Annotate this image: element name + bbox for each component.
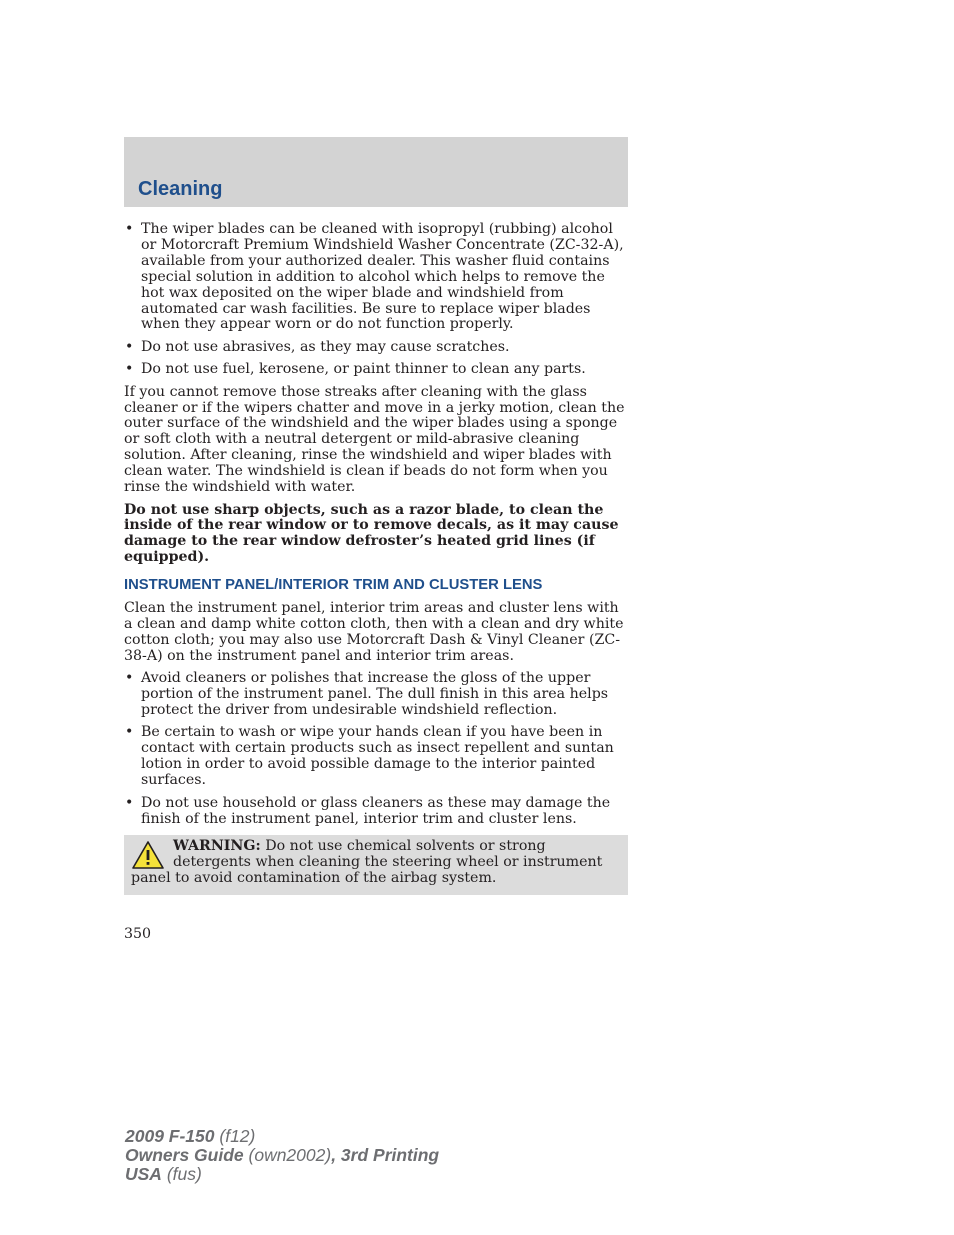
footer-region-code: (fus) — [161, 1164, 202, 1184]
wiper-bullet-list — [124, 222, 628, 378]
footer-model-code: (f12) — [214, 1126, 256, 1146]
warning-text: Do not use chemical solvents or strong detergents when cleaning the steering wheel or instrument panel to avoid contamination of the airbag system. — [131, 838, 603, 887]
streaks-paragraph: If you cannot remove those streaks after cleaning with the glass cleaner or if the wipers chatter and move in a jerky motion, clean the outer surface of the windshield and the wiper blades using a sponge or soft cloth with a neutral detergent or mild-abrasive cleaning solution. After cleaning, rinse the windshield and wiper blades with clean water. The windshield is clean if beads do not form when you rinse the windshield with water. — [124, 383, 625, 496]
footer-printing: , 3rd Printing — [331, 1145, 440, 1165]
section-header-band — [124, 137, 628, 207]
list-item: • Do not use abrasives, as they may cause scratches. — [124, 340, 628, 356]
instrument-bullet-list — [124, 671, 628, 827]
footer-guide: Owners Guide — [125, 1145, 244, 1165]
list-item: • Do not use fuel, kerosene, or paint thinner to clean any parts. — [124, 362, 628, 378]
warning-box — [124, 835, 628, 895]
instrument-panel-intro: Clean the instrument panel, interior trim areas and cluster lens with a clean and damp white cotton cloth, then with a clean and dry white cotton cloth; you may also use Motorcraft Dash & Vinyl Cleaner (ZC-38-A) on the instrument panel and interior trim areas. — [124, 600, 624, 664]
warning-triangle-icon — [131, 840, 165, 870]
instrument-panel-heading: INSTRUMENT PANEL/INTERIOR TRIM AND CLUSTER LENS — [124, 577, 543, 594]
list-item: • The wiper blades can be cleaned with isopropyl (rubbing) alcohol or Motorcraft Premium Windshield Washer Concentrate (ZC-32-A), available from your authorized dealer. This washer fluid contains special solution in addition to alcohol which helps to remove the hot wax deposited on the wiper blade and windshield from automated car wash facilities. Be sure to replace wiper blades when they appear worn or do not function properly. — [124, 222, 628, 333]
list-item: • Be certain to wash or wipe your hands clean if you have been in contact with certain products such as insect repellent and suntan lotion in order to avoid possible damage to the interior painted surfaces. — [124, 725, 628, 789]
section-title: Cleaning — [138, 178, 223, 200]
sharp-objects-note: Do not use sharp objects, such as a razor blade, to clean the inside of the rear window or to remove decals, as it may cause damage to the rear window defroster’s heated grid lines (if equipped). — [124, 501, 619, 566]
page-content — [124, 222, 628, 895]
list-item: • Avoid cleaners or polishes that increase the gloss of the upper portion of the instrument panel. The dull finish in this area helps protect the driver from undesirable windshield reflection. — [124, 671, 628, 719]
footer-model: 2009 F-150 — [125, 1126, 215, 1146]
list-item: • Do not use household or glass cleaners as these may damage the finish of the instrument panel, interior trim and cluster lens. — [124, 796, 628, 828]
footer-region: USA — [125, 1164, 162, 1184]
footer-line-guide — [125, 1146, 439, 1165]
warning-label: WARNING: — [173, 838, 261, 855]
footer-imprint — [125, 1127, 439, 1184]
footer-line-region — [125, 1165, 439, 1184]
page-number: 350 — [124, 926, 152, 942]
footer-line-model — [125, 1127, 439, 1146]
footer-guide-code: (own2002) — [243, 1145, 332, 1165]
